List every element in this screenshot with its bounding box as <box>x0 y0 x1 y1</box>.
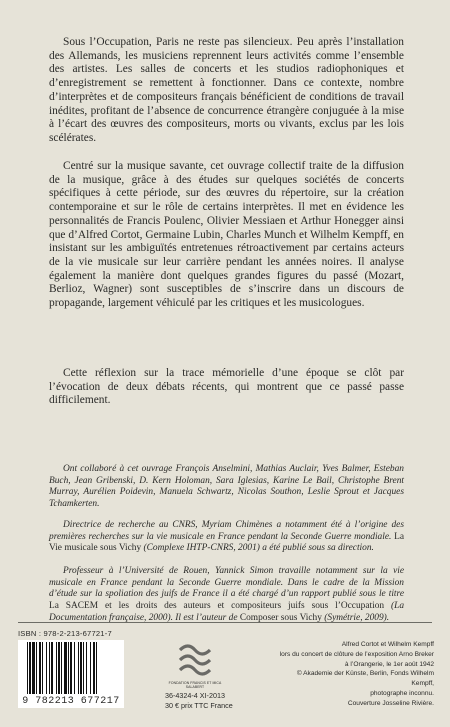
chimenes-book-info: (Complexe IHTP-CNRS, 2001) a été publié sous sa direction. <box>143 543 374 554</box>
barcode <box>18 640 124 708</box>
photo-credit-line-4: © Akademie der Künste, Berlin, Fonds Wilhelm Kempff, <box>296 670 434 688</box>
editor-simon-note <box>49 566 404 625</box>
photo-credit-line-3: à l’Orangerie, le 1er août 1942 <box>344 660 434 668</box>
summary-paragraph-2: Centré sur la musique savante, cet ouvrage collectif traite de la diffusion de la musique, grâce à des études sur quelques sociétés de concerts spécifiques à cette période, sur des œuvres du répertoire, sur la création contemporaine et sur le rôle de certains interprètes. Il met en évidence les personnalités de Francis Poulenc, Olivier Messiaen et Arthur Honegger ainsi que d’Alfred Cortot, Germaine Lubin, Charles Munch et Wilhelm Kempff, en insistant sur les ambiguïtés entretenues rétroactivement par certains acteurs de la vie musicale sur leur carrière pendant les années noires. Il analyse également la manière dont quelques grandes figures du passé (Mozart, Berlioz, Wagner) sont susceptibles de s’inscrire dans un discours de propagande, largement véhiculé par les critiques et les musicologues. <box>49 160 404 310</box>
price: 30 € prix TTC France <box>165 701 233 710</box>
editor-chimenes-note <box>49 520 404 555</box>
summary-paragraph-3: Cette réflexion sur la trace mémorielle d’une époque se clôt par l’évocation de deux débats récents, qui montrent que ce passé passe difficilement. <box>49 367 404 407</box>
price-codes <box>165 691 265 711</box>
foundation-logo-icon <box>174 640 216 680</box>
simon-book-year: (Symétrie, 2009). <box>324 612 390 623</box>
product-code: 36-4324-4 XI-2013 <box>165 691 225 700</box>
photo-credit <box>274 640 434 709</box>
chimenes-bio: Directrice de recherche au CNRS, Myriam Chimènes a notamment été à l’origine des premières recherches sur la vie musicale en France pendant la Seconde Guerre mondiale. <box>49 520 404 542</box>
photo-credit-line-6: Couverture Josseline Rivière. <box>347 699 434 707</box>
chimenes-book-title: La Vie musicale sous Vichy <box>49 531 404 554</box>
isbn-label: ISBN : 978-2-213-67721-7 <box>18 629 112 638</box>
barcode-bars-icon <box>26 642 116 696</box>
simon-book-info: (La Documentation française, 2000). Il est l’auteur de <box>49 601 405 623</box>
photo-credit-line-5: photographe inconnu. <box>370 689 434 697</box>
contributors-note: Ont collaboré à cet ouvrage François Anselmini, Mathias Auclair, Yves Balmer, Esteban Buch, Jean Gribenski, D. Kern Holoman, Sara Iglesias, Karine Le Bail, Christophe Brent Murray, Aurélien Poidevin, Manuela Schwartz, Nicolas Southon, Leslie Sprout et Jacques Tchamkerten. <box>49 464 404 510</box>
photo-credit-line-1: Alfred Cortot et Wilhelm Kempff <box>341 641 434 648</box>
summary-paragraph-1: Sous l’Occupation, Paris ne reste pas silencieux. Peu après l’installation des Allemands, les musiciens reprennent leurs activités comme l’ensemble des artistes. Les salles de concerts et les studios radiophoniques et d’enregistrement se remettent à fonctionner. Dans ce contexte, nombre d’interprètes et de compositeurs français bénéficient de conditions de travail inédites, profitant de l’absence de concurrence étrangère conjuguée à la mise à l’écart des œuvres des compositeurs, morts ou vivants, exclus par les lois scélérates. <box>49 36 404 144</box>
simon-book-title-1: La SACEM et les droits des auteurs et compositeurs juifs sous l’Occupation <box>49 601 385 612</box>
foundation-logo-caption: FONDATION FRANCIS ET MICA SALABERT <box>168 681 222 689</box>
simon-book-title-2: Composer sous Vichy <box>239 612 322 623</box>
divider-rule <box>18 622 432 623</box>
photo-credit-line-2: lors du concert de clôture de l’exposition Arno Breker <box>279 650 434 658</box>
simon-bio: Professeur à l’Université de Rouen, Yannick Simon travaille notamment sur la vie musicale en France pendant la Seconde Guerre mondiale. Dans le cadre de la Mission d’étude sur la spoliation des juifs de France il a été chargé d’un rapport publié sous le titre <box>49 566 404 600</box>
barcode-digits: 9 782213 677217 <box>22 696 120 707</box>
